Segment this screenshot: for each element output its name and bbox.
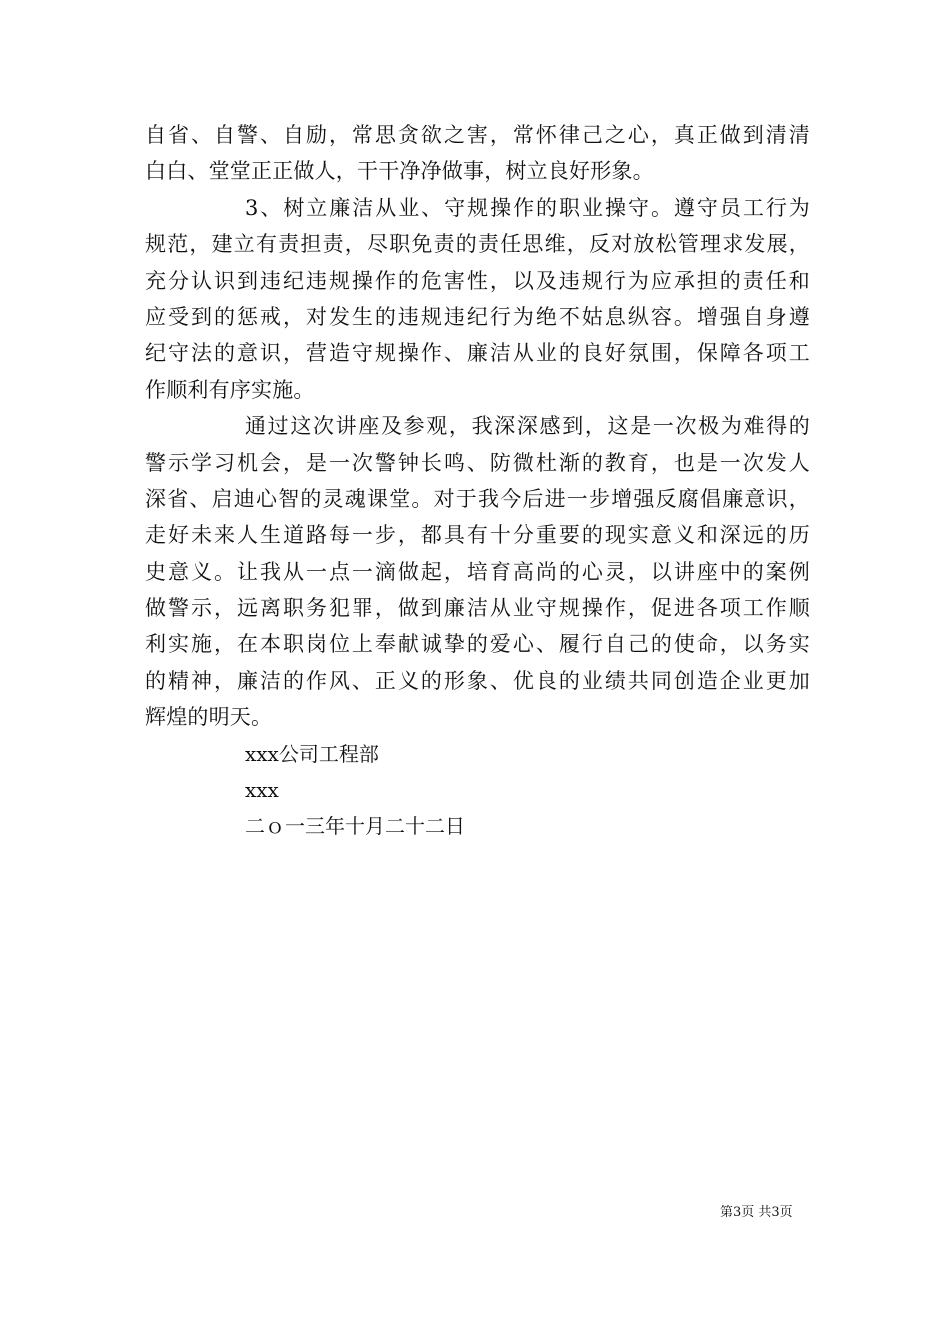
signature-block [145, 736, 810, 844]
paragraph-point-3 [145, 190, 810, 408]
text-line: 作顺利有序实施。 [145, 377, 315, 402]
signature-date: 二ｏ一三年十月二十二日 [245, 813, 465, 838]
text-line: 通过这次讲座及参观，我深深感到，这是一次极为难得的 [245, 414, 810, 439]
text-line: 应受到的惩戒，对发生的违规违纪行为绝不姑息纵容。增强自身遵 [145, 304, 810, 329]
text-line: 深省、启迪心智的灵魂课堂。对于我今后进一步增强反腐倡廉意识， [145, 486, 810, 511]
text-line: 走好未来人生道路每一步，都具有十分重要的现实意义和深远的历 [145, 523, 810, 548]
signature-organization: xxx公司工程部 [245, 741, 379, 766]
paragraph-conclusion [145, 408, 810, 736]
text-line: 自省、自警、自励，常思贪欲之害，常怀律己之心，真正做到清清 [145, 123, 810, 147]
text-line: 利实施，在本职岗位上奉献诚挚的爱心、履行自己的使命，以务实 [145, 632, 810, 657]
document-body [145, 117, 810, 844]
text-line: 规范，建立有责担责，尽职免责的责任思维，反对放松管理求发展， [145, 232, 810, 257]
text-line: 做警示，远离职务犯罪，做到廉洁从业守规操作，促进各项工作顺 [145, 596, 810, 621]
text-line: 警示学习机会，是一次警钟长鸣、防微杜渐的教育，也是一次发人 [145, 450, 810, 475]
text-line: 辉煌的明天。 [145, 705, 273, 730]
text-line: 3、树立廉洁从业、守规操作的职业操守。遵守员工行为 [245, 195, 810, 220]
text-line: 白白、堂堂正正做人，干干净净做事，树立良好形象。 [145, 159, 654, 184]
paragraph-continuation [145, 117, 810, 190]
signature-name: xxx [245, 777, 279, 802]
text-line: 史意义。让我从一点一滴做起，培育高尚的心灵，以讲座中的案例 [145, 559, 810, 584]
text-line: 的精神，廉洁的作风、正义的形象、优良的业绩共同创造企业更加 [145, 668, 810, 693]
text-line: 充分认识到违纪违规操作的危害性，以及违规行为应承担的责任和 [145, 268, 810, 293]
page-number-footer: 第3页 共3页 [720, 1205, 793, 1220]
text-line: 纪守法的意识，营造守规操作、廉洁从业的良好氛围，保障各项工 [145, 341, 810, 366]
